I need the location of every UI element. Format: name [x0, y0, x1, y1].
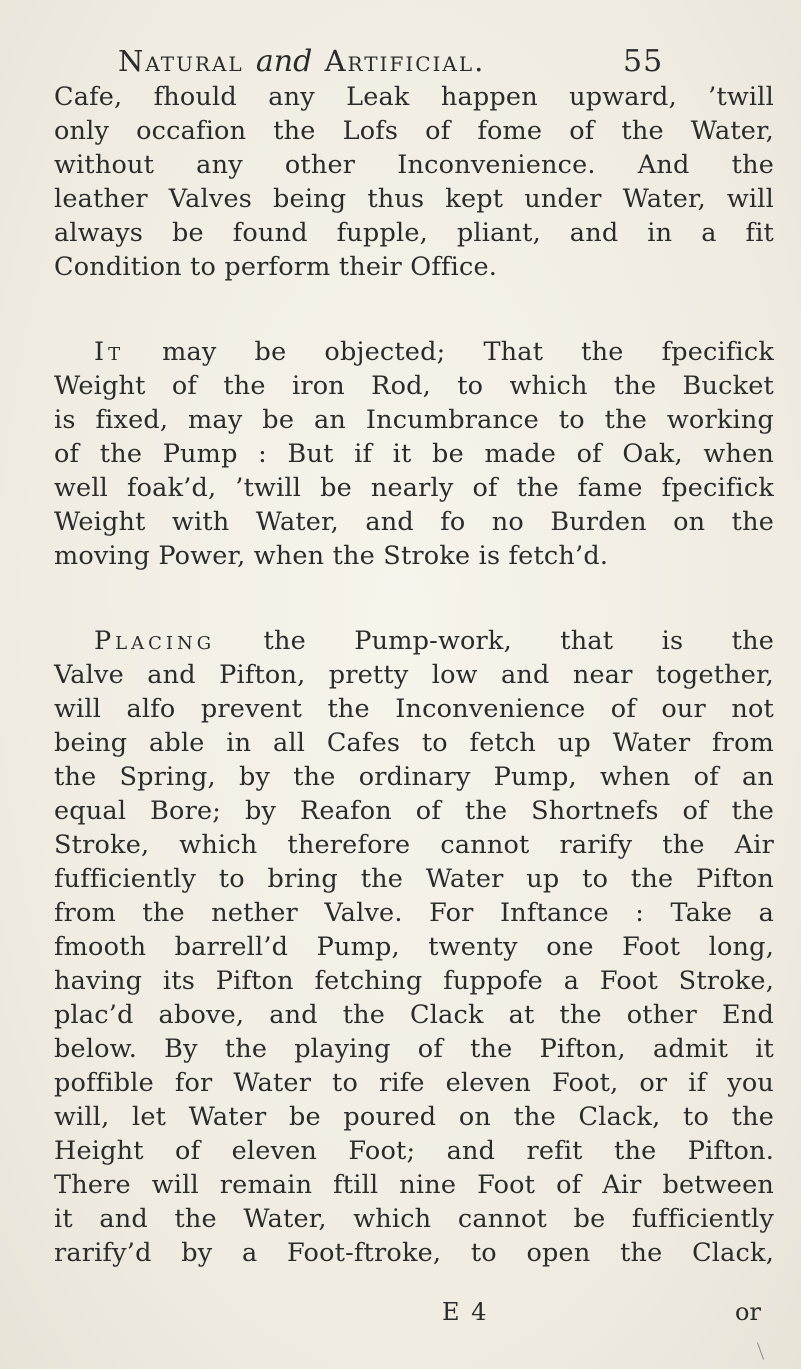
text-line: Stroke, which therefore cannot rarify the Air	[54, 830, 774, 860]
text-line: without any other Inconvenience. And the	[54, 150, 774, 180]
text-line: Weight with Water, and fo no Burden on the	[54, 507, 774, 537]
running-title-and: and	[255, 44, 313, 79]
running-title-artificial: Artificial.	[324, 44, 486, 78]
text-line: There will remain ftill nine Foot of Air between	[54, 1170, 774, 1200]
text-line: from the nether Valve. For Inftance : Take a	[54, 898, 774, 928]
text-line: equal Bore; by Reafon of the Shortnefs of the	[54, 796, 774, 826]
text-line: plac’d above, and the Clack at the other End	[54, 1000, 774, 1030]
text-line: rarify’d by a Foot-ftroke, to open the Clack,	[54, 1238, 774, 1268]
text-line: Valve and Pifton, pretty low and near together,	[54, 660, 774, 690]
text-line: having its Pifton fetching fuppofe a Foot Stroke,	[54, 966, 774, 996]
text-line-rest: may be objected; That the fpecifick	[124, 337, 774, 367]
text-line: poffible for Water to rife eleven Foot, or if you	[54, 1068, 774, 1098]
stray-mark	[757, 1342, 764, 1359]
page-number: 55	[623, 44, 664, 79]
text-line: Condition to perform their Office.	[54, 252, 498, 282]
text-line: fmooth barrell’d Pump, twenty one Foot long,	[54, 932, 774, 962]
text-line: always be found fupple, pliant, and in a fit	[54, 218, 774, 248]
text-line: fufficiently to bring the Water up to the Pifton	[54, 864, 774, 894]
running-header	[118, 44, 664, 84]
paragraph-first-word: Placing	[94, 626, 216, 656]
text-line: well foak’d, ’twill be nearly of the fame fpecifick	[54, 473, 774, 503]
signature-mark: E 4	[442, 1298, 489, 1326]
text-line: leather Valves being thus kept under Water, will	[54, 184, 774, 214]
text-line-rest: the Pump-work, that is the	[215, 626, 774, 656]
text-line: of the Pump : But if it be made of Oak, when	[54, 439, 774, 469]
text-line: the Spring, by the ordinary Pump, when of an	[54, 762, 774, 792]
text-line: moving Power, when the Stroke is fetch’d.	[54, 541, 609, 571]
running-title-natural: Natural	[118, 44, 244, 78]
text-line	[94, 335, 774, 369]
text-line: will, let Water be poured on the Clack, to the	[54, 1102, 774, 1132]
text-line: only occafion the Lofs of fome of the Water,	[54, 116, 774, 146]
text-line: being able in all Cafes to fetch up Water from	[54, 728, 774, 758]
text-line	[94, 624, 774, 658]
paragraph-first-word: It	[94, 337, 125, 367]
text-line: Weight of the iron Rod, to which the Bucket	[54, 371, 774, 401]
text-line: Cafe, fhould any Leak happen upward, ’twill	[54, 82, 774, 112]
catchword: or	[735, 1298, 761, 1326]
text-line: it and the Water, which cannot be fufficiently	[54, 1204, 774, 1234]
text-line: Height of eleven Foot; and refit the Pifton.	[54, 1136, 774, 1166]
text-line: is fixed, may be an Incumbrance to the working	[54, 405, 774, 435]
running-title	[118, 44, 485, 79]
text-line: below. By the playing of the Pifton, admit it	[54, 1034, 774, 1064]
text-line: will alfo prevent the Inconvenience of our not	[54, 694, 774, 724]
